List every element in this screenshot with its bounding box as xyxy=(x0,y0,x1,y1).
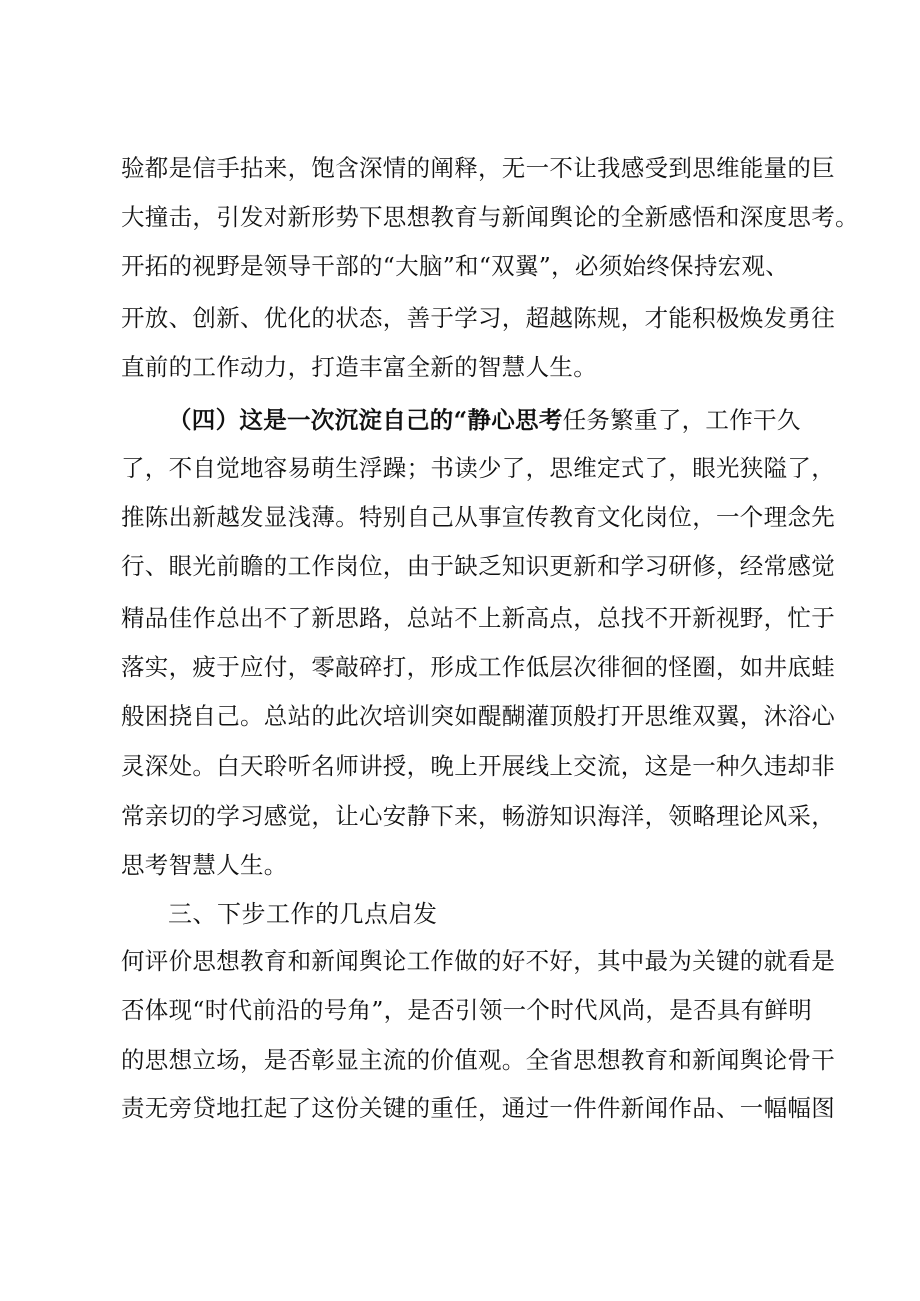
section-four-line-7: 般困挠自己。总站的此次培训突如醍醐灌顶般打开思维双翼，沐浴心 xyxy=(121,702,835,730)
section-four-line-9: 常亲切的学习感觉，让心安静下来，畅游知识海洋，领略理论风采， xyxy=(121,802,835,830)
paragraph-1-line-3: 开拓的视野是领导干部的“大脑”和“双翼”，必须始终保持宏观、 xyxy=(121,252,790,280)
section-four-line-8: 灵深处。白天聆听名师讲授，晚上开展线上交流，这是一种久违却非 xyxy=(121,752,835,780)
paragraph-1-line-5: 直前的工作动力，打造丰富全新的智慧人生。 xyxy=(121,353,597,381)
paragraph-3-line-3: 的思想立场，是否彰显主流的价值观。全省思想教育和新闻舆论骨干 xyxy=(121,1046,835,1074)
section-four-first-line-text: 任务繁重了，工作干久 xyxy=(562,406,801,434)
paragraph-3-line-2: 否体现“时代前沿的号角”，是否引领一个时代风尚，是否具有鲜明 xyxy=(121,996,813,1024)
section-four-line-5: 精品佳作总出不了新思路，总站不上新高点，总找不开新视野，忙于 xyxy=(121,604,835,632)
section-four-first-line xyxy=(168,405,801,435)
section-four-line-4: 行、眼光前瞻的工作岗位，由于缺乏知识更新和学习研修，经常感觉 xyxy=(121,552,835,580)
paragraph-1-line-1: 验都是信手拈来，饱含深情的阐释，无一不让我感受到思维能量的巨 xyxy=(121,154,835,182)
section-three-heading: 三、下步工作的几点启发 xyxy=(168,900,438,928)
section-four-line-6: 落实，疲于应付，零敲碎打，形成工作低层次徘徊的怪圈，如井底蛙 xyxy=(121,653,835,681)
paragraph-1-line-4: 开放、创新、优化的状态，善于学习，超越陈规，才能积极焕发勇往 xyxy=(121,304,835,332)
paragraph-3-line-4: 责无旁贷地扛起了这份关键的重任，通过一件件新闻作品、一幅幅图 xyxy=(121,1094,835,1122)
section-four-line-2: 了，不自觉地容易萌生浮躁；书读少了，思维定式了，眼光狭隘了， xyxy=(121,454,835,482)
paragraph-3-line-1: 何评价思想教育和新闻舆论工作做的好不好，其中最为关键的就看是 xyxy=(121,947,835,975)
paragraph-1-line-2: 大撞击，引发对新形势下思想教育与新闻舆论的全新感悟和深度思考。 xyxy=(121,203,859,231)
section-four-line-10: 思考智慧人生。 xyxy=(121,851,288,879)
section-four-heading: （四）这是一次沉淀自己的“静心思考 xyxy=(168,406,563,434)
section-four-line-3: 推陈出新越发显浅薄。特别自己从事宣传教育文化岗位，一个理念先 xyxy=(121,503,835,531)
